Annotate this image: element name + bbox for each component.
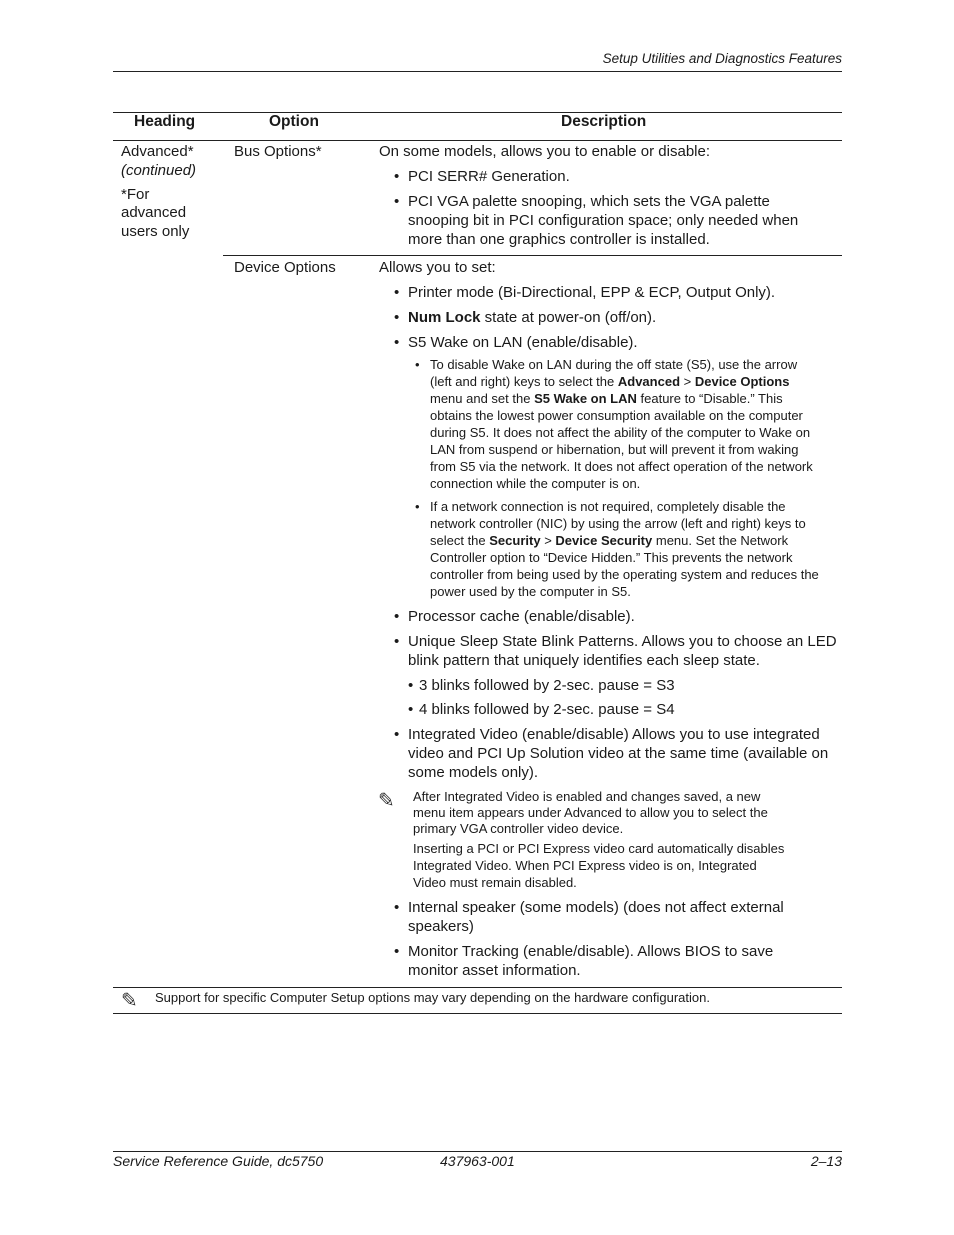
bullet-icon: • — [394, 899, 400, 916]
s5-sub-b-line: network controller (NIC) by using the arrow (left and right) keys to — [430, 516, 806, 531]
footer-rule — [113, 1151, 842, 1152]
device-item-speaker-line: speakers) — [408, 918, 474, 935]
bullet-icon: • — [394, 284, 400, 301]
bullet-icon: • — [415, 499, 420, 514]
device-item-monitor-line: Monitor Tracking (enable/disable). Allows BIOS to save — [408, 943, 774, 960]
video-note-line: primary VGA controller video device. — [413, 821, 624, 836]
heading-note-line: *For — [121, 186, 150, 203]
s5-sub-a-line: connection while the computer is on. — [430, 476, 641, 491]
footer-page-number: 2–13 — [810, 1153, 842, 1169]
bullet-icon: • — [408, 677, 414, 694]
pencil-icon: ✎ — [121, 990, 138, 1012]
s5-sub-a-line: menu and set the S5 Wake on LAN feature to “Disable.” This — [430, 391, 783, 406]
device-item-video-line: video and PCI Up Solution video at the same time (available on — [408, 745, 829, 762]
s5-sub-b-line: If a network connection is not required, completely disable the — [430, 499, 786, 514]
device-intro: Allows you to set: — [379, 259, 496, 276]
option-device-options: Device Options — [234, 259, 336, 276]
bullet-icon: • — [394, 168, 400, 185]
bullet-icon: • — [394, 608, 400, 625]
footer-guide-title: Service Reference Guide, dc5750 — [113, 1153, 324, 1169]
bullet-icon: • — [394, 193, 400, 210]
blink-s4: 4 blinks followed by 2-sec. pause = S4 — [419, 701, 675, 718]
device-item-video-line: Integrated Video (enable/disable) Allows you to use integrated — [408, 726, 820, 743]
bullet-icon: • — [394, 633, 400, 650]
heading-note-line: users only — [121, 223, 190, 240]
bus-item-vga-line: more than one graphics controller is installed. — [408, 231, 710, 248]
device-item-numlock: Num Lock state at power-on (off/on). — [408, 309, 657, 326]
table-top-rule — [113, 112, 842, 113]
bullet-icon: • — [394, 309, 400, 326]
bus-item-vga-line: snooping bit in PCI configuration space; only needed when — [408, 212, 799, 229]
s5-sub-b-line: select the Security > Device Security menu. Set the Network — [430, 533, 789, 548]
column-header-heading: Heading — [134, 113, 196, 130]
column-header-option: Option — [269, 113, 319, 130]
video-note-line: menu item appears under Advanced to allow you to select the — [413, 805, 768, 820]
s5-sub-a-line: LAN from suspend or hibernation, but will prevent it from waking — [430, 442, 799, 457]
heading-advanced: Advanced* — [121, 143, 194, 160]
device-item-monitor-line: monitor asset information. — [408, 962, 581, 979]
bullet-icon: • — [408, 701, 414, 718]
device-item-s5: S5 Wake on LAN (enable/disable). — [408, 334, 638, 351]
video-note-line: Inserting a PCI or PCI Express video card automatically disables — [413, 841, 785, 856]
device-item-printer: Printer mode (Bi-Directional, EPP & ECP, Output Only). — [408, 284, 776, 301]
s5-sub-b-line: controller from being used by the operating system and reduces the — [430, 567, 819, 582]
running-header: Setup Utilities and Diagnostics Features — [602, 51, 842, 66]
header-rule — [113, 71, 842, 72]
device-item-cache: Processor cache (enable/disable). — [408, 608, 635, 625]
row-divider — [223, 255, 842, 256]
bus-item-vga-line: PCI VGA palette snooping, which sets the VGA palette — [408, 193, 770, 210]
video-note-line: After Integrated Video is enabled and changes saved, a new — [413, 789, 761, 804]
pencil-icon: ✎ — [378, 790, 395, 812]
device-item-blink-line: blink pattern that uniquely identifies each sleep state. — [408, 652, 760, 669]
device-item-blink-line: Unique Sleep State Blink Patterns. Allows you to choose an LED — [408, 633, 837, 650]
bus-item-serr: PCI SERR# Generation. — [408, 168, 570, 185]
column-header-description: Description — [561, 113, 647, 130]
footer-part-number: 437963-001 — [440, 1153, 515, 1169]
blink-s3: 3 blinks followed by 2-sec. pause = S3 — [419, 677, 675, 694]
table-footnote: Support for specific Computer Setup options may vary depending on the hardware configuration. — [155, 990, 710, 1005]
bullet-icon: • — [394, 943, 400, 960]
s5-sub-a-line: obtains the lowest power consumption available on the computer — [430, 408, 803, 423]
device-item-speaker-line: Internal speaker (some models) (does not affect external — [408, 899, 784, 916]
video-note-line: Integrated Video. When PCI Express video is on, Integrated — [413, 858, 757, 873]
s5-sub-b-line: Controller option to “Device Hidden.” This prevents the network — [430, 550, 793, 565]
table-bottom-rule — [113, 987, 842, 988]
option-bus-options: Bus Options* — [234, 143, 322, 160]
bus-intro: On some models, allows you to enable or disable: — [379, 143, 711, 160]
heading-continued: (continued) — [121, 162, 197, 179]
s5-sub-a-line: from S5 via the network. It does not affect operation of the network — [430, 459, 813, 474]
table-header-rule — [113, 140, 842, 141]
device-item-video-line: some models only). — [408, 764, 539, 781]
bullet-icon: • — [415, 357, 420, 372]
video-note-line: Video must remain disabled. — [413, 875, 577, 890]
footnote-rule — [113, 1013, 842, 1014]
s5-sub-a-line: To disable Wake on LAN during the off state (S5), use the arrow — [430, 357, 798, 372]
s5-sub-a-line: during S5. It does not affect the ability of the computer to Wake on — [430, 425, 811, 440]
bullet-icon: • — [394, 726, 400, 743]
bullet-icon: • — [394, 334, 400, 351]
s5-sub-b-line: power used by the computer in S5. — [430, 584, 631, 599]
s5-sub-a-line: (left and right) keys to select the Advanced > Device Options — [430, 374, 790, 389]
heading-note-line: advanced — [121, 204, 187, 221]
